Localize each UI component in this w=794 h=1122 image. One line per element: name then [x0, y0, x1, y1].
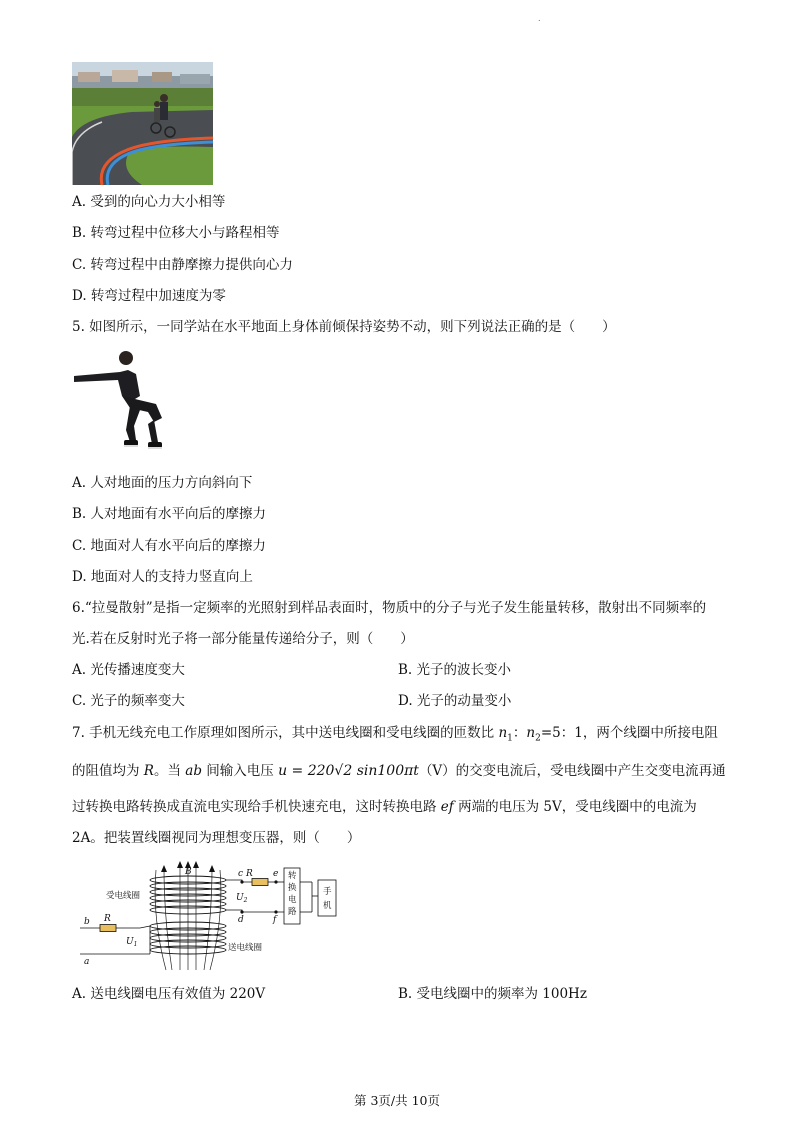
- svg-text:c: c: [238, 869, 244, 879]
- q5-option-a: A. 人对地面的压力方向斜向下: [72, 475, 253, 491]
- label-U2: $U_2$: [236, 893, 248, 904]
- q7-stem-line4: 2A。把装置线圈视同为理想变压器，则（ ）: [72, 830, 361, 846]
- q5-option-b: B. 人对地面有水平向后的摩擦力: [72, 506, 267, 522]
- svg-text:路: 路: [288, 907, 297, 917]
- q6-option-b: B. 光子的波长变小: [398, 662, 512, 678]
- svg-text:a: a: [84, 957, 90, 967]
- q4-option-d: D. 转弯过程中加速度为零: [72, 288, 226, 304]
- page-footer: 第 3页/共 10页: [353, 1093, 441, 1108]
- svg-text:d: d: [238, 915, 244, 925]
- svg-text:e: e: [273, 869, 279, 879]
- q5-option-c: C. 地面对人有水平向后的摩擦力: [72, 538, 266, 554]
- q6-stem-line2: 光.若在反射时光子将一部分能量传递给分子，则（ ）: [72, 631, 414, 647]
- svg-text:换: 换: [288, 883, 297, 893]
- svg-text:b: b: [84, 917, 90, 927]
- q6-stem-line1: 6.“拉曼散射”是指一定频率的光照射到样品表面时，物质中的分子与光子发生能量转移，散射出不同频率的: [72, 600, 707, 616]
- voltage-formula: u = 220√2 sin100πt: [278, 763, 419, 779]
- q7-stem-line1: 7. 手机无线充电工作原理如图所示，其中送电线圈和受电线圈的匝数比 $n_1$：$n_2=5$：1，两个线圈中所接电阻: [72, 725, 718, 744]
- q5-option-d: D. 地面对人的支持力竖直向上: [72, 569, 253, 585]
- svg-text:转: 转: [288, 871, 297, 881]
- q4-option-b: B. 转弯过程中位移大小与路程相等: [72, 225, 280, 241]
- q7-stem-line3: 过转换电路转换成直流电实现给手机快速充电，这时转换电路 ef 两端的电压为 5V，受电线圈中的电流为: [72, 799, 697, 815]
- svg-text:R: R: [104, 914, 111, 924]
- label-B: B: [185, 867, 192, 877]
- q7-option-a: A. 送电线圈电压有效值为 220V: [72, 986, 266, 1002]
- q5-stem: 5. 如图所示，一同学站在水平地面上身体前倾保持姿势不动，则下列说法正确的是（ ）: [72, 319, 616, 335]
- q4-option-c: C. 转弯过程中由静摩擦力提供向心力: [72, 257, 293, 273]
- svg-text:手: 手: [323, 887, 332, 897]
- squatting-student-photo: [70, 346, 174, 456]
- receive-coil-label: 受电线圈: [106, 891, 141, 901]
- q6-option-c: C. 光子的频率变大: [72, 693, 185, 709]
- header-mark: .: [538, 14, 541, 23]
- svg-text:f: f: [273, 915, 277, 925]
- svg-text:电: 电: [288, 895, 297, 905]
- svg-text:R: R: [246, 869, 253, 879]
- q4-option-a: A. 受到的向心力大小相等: [72, 194, 226, 210]
- label-U1: $U_1$: [126, 937, 138, 948]
- svg-text:机: 机: [323, 901, 332, 911]
- cycling-path-photo: [72, 62, 213, 185]
- q7-option-b: B. 受电线圈中的频率为 100Hz: [398, 986, 587, 1002]
- q6-option-d: D. 光子的动量变小: [398, 693, 512, 709]
- phone-label: [323, 886, 332, 911]
- q6-option-a: A. 光传播速度变大: [72, 662, 185, 678]
- wireless-charging-diagram: [80, 858, 350, 973]
- converter-circuit-label: [288, 870, 297, 917]
- send-coil-label: 送电线圈: [228, 943, 263, 953]
- q7-stem-line2: 的阻值均为 R。当 ab 间输入电压 u = 220√2 sin100πt（V）的交变电流后，受电线圈中产生交变电流再通: [72, 763, 726, 779]
